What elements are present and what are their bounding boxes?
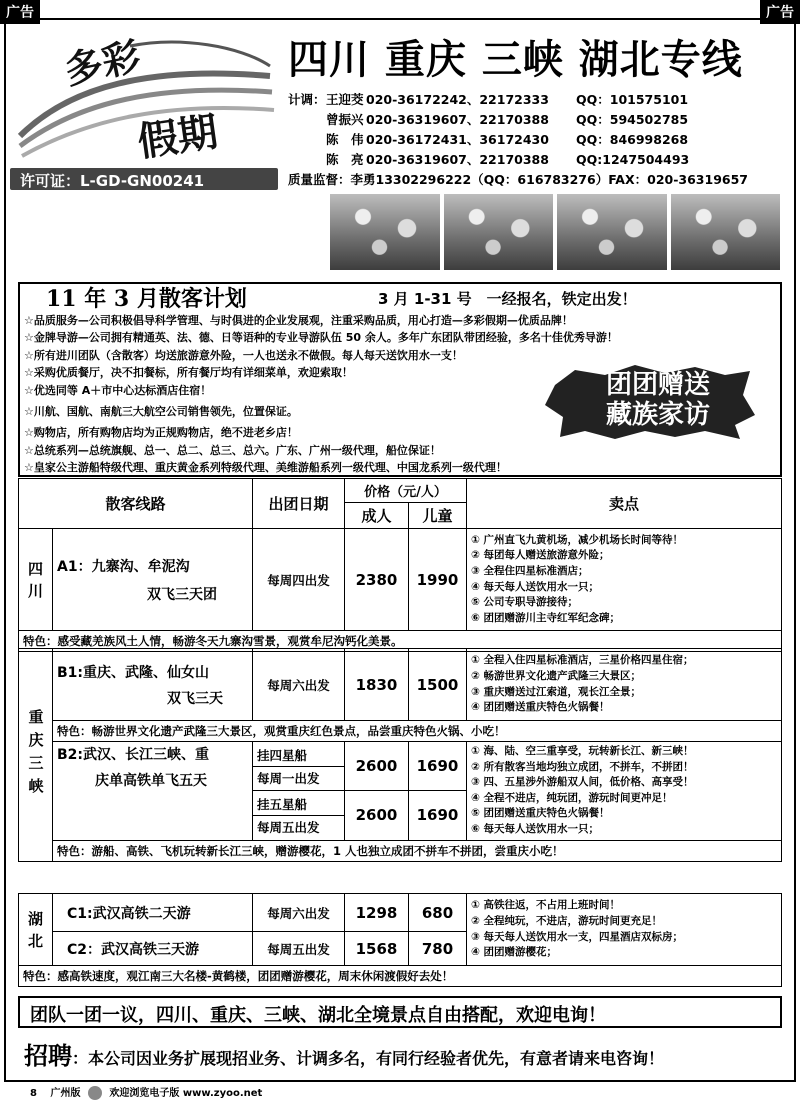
departure-cell: 挂四星船 每周一出发	[253, 742, 345, 791]
route-cell: B1:重庆、武隆、仙女山 双飞三天	[53, 649, 253, 721]
plan-item: ☆总统系列—总统旗舰、总一、总二、总三、总六。广东、广州一级代理，船位保证！	[24, 443, 441, 457]
plan-item: ☆金牌导游—公司拥有精通英、法、德、日等语种的专业导游队伍 50 余人。多年广东团队带团经验，多名十佳优秀导游！	[24, 331, 618, 345]
header-points: 卖点	[467, 479, 782, 529]
table-row	[19, 649, 782, 721]
recruitment-notice	[24, 1036, 664, 1071]
slogan-banner: 团队一团一议，四川、重庆、三峡、湖北全境景点自由搭配，欢迎电询！	[18, 996, 782, 1028]
plan-item: ☆川航、国航、南航三大航空公司销售领先，位置保证。	[24, 405, 298, 419]
contact-row: 陈 伟 020-36172431、36172430 QQ：846998268	[326, 132, 689, 147]
table-row	[19, 894, 782, 932]
route-cell: C2：武汉高铁三天游	[53, 932, 253, 966]
page-footer	[30, 1084, 262, 1100]
child-price: 1690	[409, 742, 467, 791]
photo-blossom-road	[444, 194, 554, 270]
route-feature: 特色：畅游世界文化遗产武隆三大景区，观赏重庆红色景点，品尝重庆特色火锅、小吃！	[53, 721, 782, 742]
recruit-body: ：本公司因业务扩展现招业务、计调多名，有同行经验者优先，有意者请来电咨询！	[72, 1049, 665, 1068]
page-number: 8	[30, 1088, 37, 1099]
logo-graphic	[10, 26, 278, 172]
plan-item: ☆购物店，所有购物店均为正规购物店，绝不进老乡店！	[24, 426, 298, 440]
route-cell: C1:武汉高铁二天游	[53, 894, 253, 932]
plan-item: ☆皇家公主游船特级代理、重庆黄金系列特级代理、美维游船系列一级代理、中国龙系列一级代理！	[24, 461, 507, 475]
globe-icon	[88, 1086, 102, 1100]
plan-item: ☆采购优质餐厅，决不扣餐标，所有餐厅均有详细菜单，欢迎索取！	[24, 366, 353, 380]
departure-cell: 每周六出发	[253, 894, 345, 932]
adult-price: 1830	[345, 649, 409, 721]
contact-row: 计调：王迎茭 020-36172242、22172333 QQ：101575101	[288, 92, 689, 107]
child-price: 1500	[409, 649, 467, 721]
departure-cell: 每周五出发	[253, 932, 345, 966]
contact-row: 曾振兴 020-36319607、22170388 QQ：594502785	[326, 112, 689, 127]
header-price: 价格（元/人）	[345, 479, 467, 503]
child-price: 680	[409, 894, 467, 932]
svg-text:假期: 假期	[134, 108, 221, 166]
selling-points: ① 全程入住四星标准酒店，三星价格四星住宿； ② 畅游世界文化遗产武隆三大景区； ③ 重庆赠送过江索道，观长江全景； ④ 团团赠送重庆特色火锅餐！	[467, 649, 782, 721]
contact-list	[288, 90, 748, 190]
selling-points: ① 高铁往返，不占用上班时间！ ② 全程纯玩，不进店，游玩时间更充足！ ③ 每天每人送饮用水一支，四星酒店双标房； ④ 团团赠游樱花；	[467, 894, 782, 966]
website-link[interactable]: 欢迎浏览电子版 www.zyoo.net	[109, 1088, 263, 1099]
child-price: 1990	[409, 529, 467, 631]
header-adult: 成人	[345, 503, 409, 529]
adult-price: 1568	[345, 932, 409, 966]
photo-blossom-closeup	[557, 194, 667, 270]
permit-number: 许可证：L-GD-GN00241	[10, 168, 278, 190]
table-row	[19, 742, 782, 791]
route-table-sichuan	[18, 478, 782, 652]
plan-item: ☆所有进川团队（含散客）均送旅游意外险，一人也送永不做假。每人每天送饮用水一支！	[24, 348, 463, 362]
selling-points: ① 海、陆、空三重享受，玩转新长江、新三峡！ ② 所有散客当地均独立成团，不拼车，不拼团！ ③ 四、五星涉外游船双人间，低价格、高享受！ ④ 全程不进店，纯玩团，游玩时间更冲足！ ⑤ 团团赠送重庆特色火锅餐！ ⑥ 每天每人送饮用水一只；	[467, 742, 782, 841]
plan-item: ☆品质服务—公司积极倡导科学管理、与时俱进的企业发展观，注重采购品质，用心打造—多彩假期—优质品牌！	[24, 314, 573, 327]
route-table-chongqing	[18, 648, 782, 862]
promo-badge-text: 团团赠送 藏族家访	[605, 370, 710, 430]
photo-blossom-branch	[671, 194, 781, 270]
adult-price: 1298	[345, 894, 409, 932]
route-cell: B2:武汉、长江三峡、重 庆单高铁单飞五天	[53, 742, 253, 841]
photo-strip	[330, 194, 780, 270]
photo-cherry-blossom	[330, 194, 440, 270]
edition-label: 广州版	[50, 1088, 81, 1099]
plan-date: 3 月 1-31 号 一经报名，铁定出发！	[378, 290, 637, 308]
table-row	[19, 529, 782, 631]
child-price: 780	[409, 932, 467, 966]
departure-cell: 每周六出发	[253, 649, 345, 721]
route-cell: A1：九寨沟、牟泥沟 双飞三天团	[53, 529, 253, 631]
plan-title: 11 年 3 月散客计划	[46, 286, 247, 312]
adult-price: 2600	[345, 742, 409, 791]
departure-cell: 挂五星船 每周五出发	[253, 791, 345, 840]
table-header	[19, 479, 782, 503]
departure-cell: 每周四出发	[253, 529, 345, 631]
ad-label-right: 广告	[760, 0, 800, 24]
route-table-hubei	[18, 893, 782, 987]
quality-supervision: 质量监督：李勇13302296222（QQ：616783276）FAX：020-36319657	[288, 172, 748, 187]
region-label: 重庆三峡	[19, 649, 53, 862]
svg-text:多彩: 多彩	[60, 32, 145, 93]
selling-points: ① 广州直飞九黄机场，减少机场长时间等待！ ② 每团每人赠送旅游意外险； ③ 全程住四星标准酒店； ④ 每天每人送饮用水一只； ⑤ 公司专职导游接待； ⑥ 团团赠游川主寺红军纪念碑；	[467, 529, 782, 631]
region-label: 四川	[19, 529, 53, 631]
child-price: 1690	[409, 791, 467, 840]
region-label: 湖北	[19, 894, 53, 966]
route-feature: 特色：游船、高铁、飞机玩转新长江三峡，赠游樱花，1 人也独立成团不拼车不拼团，尝重庆小吃！	[53, 840, 782, 861]
ad-label-left: 广告	[0, 0, 40, 24]
header-route: 散客线路	[19, 479, 253, 529]
page-title: 四川 重庆 三峡 湖北专线	[288, 36, 743, 83]
adult-price: 2600	[345, 791, 409, 840]
route-feature: 特色：感高铁速度，观江南三大名楼-黄鹤楼，团团赠游樱花，周末休闲渡假好去处！	[19, 966, 782, 987]
contact-row: 陈 亮 020-36319607、22170388 QQ:1247504493	[326, 152, 690, 167]
route-feature: 特色：感受藏羌族风土人情，畅游冬天九寨沟雪景，观赏牟尼沟钙化美景。	[19, 631, 782, 652]
adult-price: 2380	[345, 529, 409, 631]
header-date: 出团日期	[253, 479, 345, 529]
recruit-heading: 招聘	[24, 1041, 72, 1070]
plan-item: ☆优选同等 A＋市中心达标酒店住宿！	[24, 383, 212, 397]
header-child: 儿童	[409, 503, 467, 529]
